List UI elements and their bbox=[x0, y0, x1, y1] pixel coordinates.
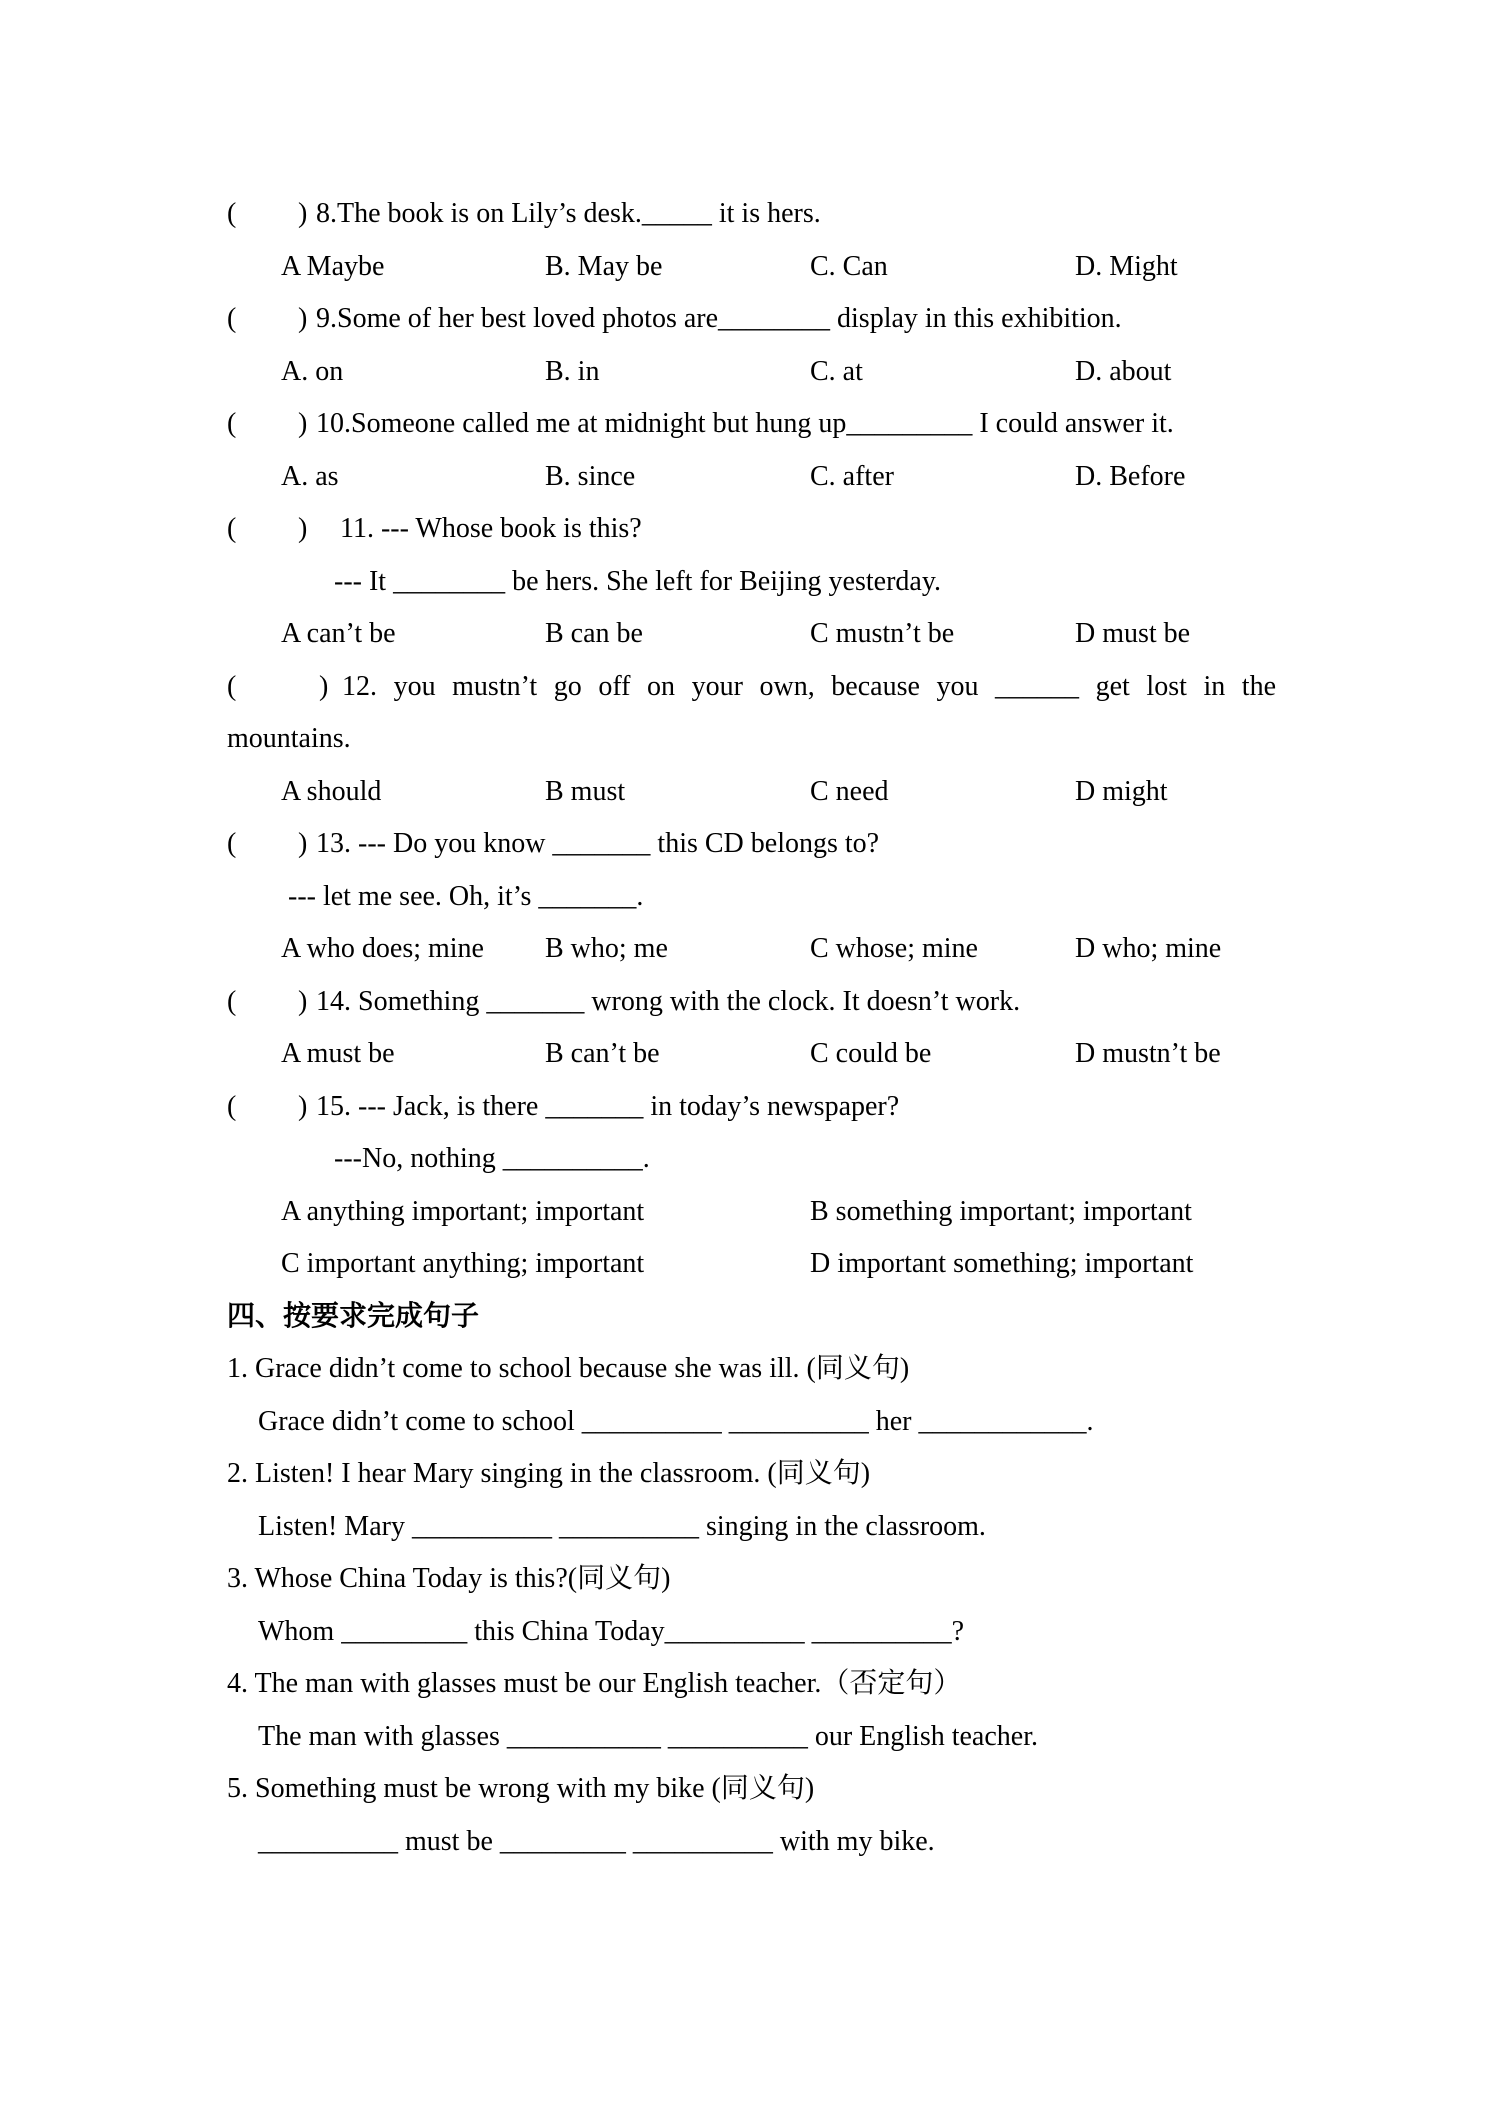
worksheet-content bbox=[0, 188, 1488, 1868]
rewrite-item-3 bbox=[0, 1553, 1488, 1606]
option-a: A. as bbox=[281, 460, 339, 492]
option-a: A can’t be bbox=[281, 618, 396, 649]
option-a: A anything important; important bbox=[281, 1195, 645, 1227]
option-b: B. in bbox=[545, 355, 600, 387]
question-15 bbox=[0, 1081, 1488, 1134]
rewrite-item-1 bbox=[0, 1343, 1488, 1396]
rewrite-item-4 bbox=[0, 1658, 1488, 1711]
question-12 bbox=[0, 661, 1488, 714]
answer-bracket-open: ( bbox=[227, 408, 237, 439]
option-d: D might bbox=[1075, 775, 1168, 807]
option-a: A who does; mine bbox=[281, 933, 484, 964]
question-14-options bbox=[0, 1028, 1488, 1081]
answer-bracket-open: ( bbox=[227, 513, 237, 544]
option-b: B can be bbox=[545, 618, 643, 649]
answer-bracket-open: ( bbox=[227, 198, 237, 229]
option-b: B must bbox=[545, 775, 626, 807]
question-11 bbox=[0, 503, 1488, 556]
option-d: D mustn’t be bbox=[1075, 1038, 1221, 1069]
question-text-continuation: mountains. bbox=[227, 723, 351, 754]
option-c: C. Can bbox=[810, 250, 888, 282]
answer-bracket-close: ) bbox=[298, 303, 308, 334]
answer-bracket-close: ) bbox=[298, 408, 308, 439]
option-b: B something important; important bbox=[810, 1195, 1192, 1227]
option-a: A must be bbox=[281, 1038, 395, 1069]
answer-bracket-open: ( bbox=[227, 670, 237, 702]
question-text: 9.Some of her best loved photos are________ display in this exhibition. bbox=[316, 303, 1122, 334]
rewrite-answer: Listen! Mary __________ __________ singing in the classroom. bbox=[258, 1510, 986, 1542]
question-9-options bbox=[0, 346, 1488, 399]
option-d: D must be bbox=[1075, 618, 1191, 649]
question-text: 11. --- Whose book is this? bbox=[340, 513, 642, 544]
option-b: B. since bbox=[545, 460, 636, 492]
answer-bracket-close: ) bbox=[298, 513, 308, 544]
question-13 bbox=[0, 818, 1488, 871]
rewrite-answer: Grace didn’t come to school __________ __________ her ____________. bbox=[258, 1405, 1094, 1437]
dialogue-reply: --- let me see. Oh, it’s _______. bbox=[288, 880, 644, 912]
question-10-options bbox=[0, 451, 1488, 504]
rewrite-answer-4 bbox=[0, 1711, 1488, 1764]
rewrite-item-5 bbox=[0, 1763, 1488, 1816]
rewrite-prompt: 4. The man with glasses must be our English teacher.（否定句） bbox=[227, 1668, 962, 1699]
rewrite-answer: Whom _________ this China Today__________ __________? bbox=[258, 1615, 965, 1647]
option-c: C mustn’t be bbox=[810, 618, 955, 649]
answer-bracket-close: ) bbox=[319, 670, 329, 702]
rewrite-answer: The man with glasses ___________ __________ our English teacher. bbox=[258, 1720, 1038, 1752]
question-15-dialogue bbox=[0, 1133, 1488, 1186]
option-a: A should bbox=[281, 775, 382, 807]
rewrite-prompt: 1. Grace didn’t come to school because she was ill. (同义句) bbox=[227, 1353, 910, 1384]
answer-bracket-open: ( bbox=[227, 828, 237, 859]
question-text: 8.The book is on Lily’s desk._____ it is hers. bbox=[316, 198, 821, 229]
rewrite-answer-3 bbox=[0, 1606, 1488, 1659]
answer-bracket-close: ) bbox=[298, 1090, 308, 1122]
rewrite-answer-2 bbox=[0, 1501, 1488, 1554]
question-text: 12. you mustn’t go off on your own, because you ______ get lost in the bbox=[342, 670, 1276, 702]
option-c: C important anything; important bbox=[281, 1248, 645, 1279]
option-c: C. after bbox=[810, 460, 894, 492]
dialogue-reply: ---No, nothing __________. bbox=[334, 1143, 650, 1174]
question-text: 14. Something _______ wrong with the clock. It doesn’t work. bbox=[316, 985, 1021, 1017]
option-a: A. on bbox=[281, 355, 344, 387]
option-a: A Maybe bbox=[281, 250, 385, 282]
question-8-options bbox=[0, 241, 1488, 294]
option-d: D important something; important bbox=[810, 1248, 1194, 1279]
option-b: B. May be bbox=[545, 250, 663, 282]
rewrite-answer: __________ must be _________ __________ with my bike. bbox=[258, 1825, 935, 1857]
question-8 bbox=[0, 188, 1488, 241]
question-14 bbox=[0, 976, 1488, 1029]
option-c: C whose; mine bbox=[810, 933, 978, 964]
option-c: C could be bbox=[810, 1038, 932, 1069]
question-13-options bbox=[0, 923, 1488, 976]
answer-bracket-open: ( bbox=[227, 303, 237, 334]
option-b: B who; me bbox=[545, 933, 668, 964]
rewrite-prompt: 3. Whose China Today is this?(同义句) bbox=[227, 1563, 671, 1594]
rewrite-answer-5 bbox=[0, 1816, 1488, 1869]
answer-bracket-close: ) bbox=[298, 985, 308, 1017]
question-11-dialogue bbox=[0, 556, 1488, 609]
question-13-dialogue bbox=[0, 871, 1488, 924]
option-c: C need bbox=[810, 775, 889, 807]
question-10 bbox=[0, 398, 1488, 451]
answer-bracket-open: ( bbox=[227, 1090, 237, 1122]
option-d: D. about bbox=[1075, 355, 1172, 387]
question-12-continuation bbox=[0, 713, 1488, 766]
dialogue-reply: --- It ________ be hers. She left for Beijing yesterday. bbox=[334, 565, 942, 597]
option-b: B can’t be bbox=[545, 1038, 660, 1069]
question-text: 15. --- Jack, is there _______ in today’s newspaper? bbox=[316, 1090, 900, 1122]
question-11-options bbox=[0, 608, 1488, 661]
answer-bracket-close: ) bbox=[298, 828, 308, 859]
question-9 bbox=[0, 293, 1488, 346]
option-d: D. Before bbox=[1075, 460, 1186, 492]
option-d: D who; mine bbox=[1075, 933, 1222, 964]
question-12-options bbox=[0, 766, 1488, 819]
option-c: C. at bbox=[810, 355, 863, 387]
answer-bracket-open: ( bbox=[227, 985, 237, 1017]
section-heading-line bbox=[0, 1291, 1488, 1344]
rewrite-prompt: 2. Listen! I hear Mary singing in the classroom. (同义句) bbox=[227, 1458, 871, 1489]
option-d: D. Might bbox=[1075, 250, 1178, 282]
section-heading: 四、按要求完成句子 bbox=[227, 1300, 480, 1332]
rewrite-answer-1 bbox=[0, 1396, 1488, 1449]
question-text: 13. --- Do you know _______ this CD belongs to? bbox=[316, 828, 880, 859]
question-15-options-row-2 bbox=[0, 1238, 1488, 1291]
rewrite-item-2 bbox=[0, 1448, 1488, 1501]
answer-bracket-close: ) bbox=[298, 198, 308, 229]
question-15-options-row-1 bbox=[0, 1186, 1488, 1239]
question-text: 10.Someone called me at midnight but hung up_________ I could answer it. bbox=[316, 408, 1174, 439]
rewrite-prompt: 5. Something must be wrong with my bike (同义句) bbox=[227, 1773, 815, 1804]
